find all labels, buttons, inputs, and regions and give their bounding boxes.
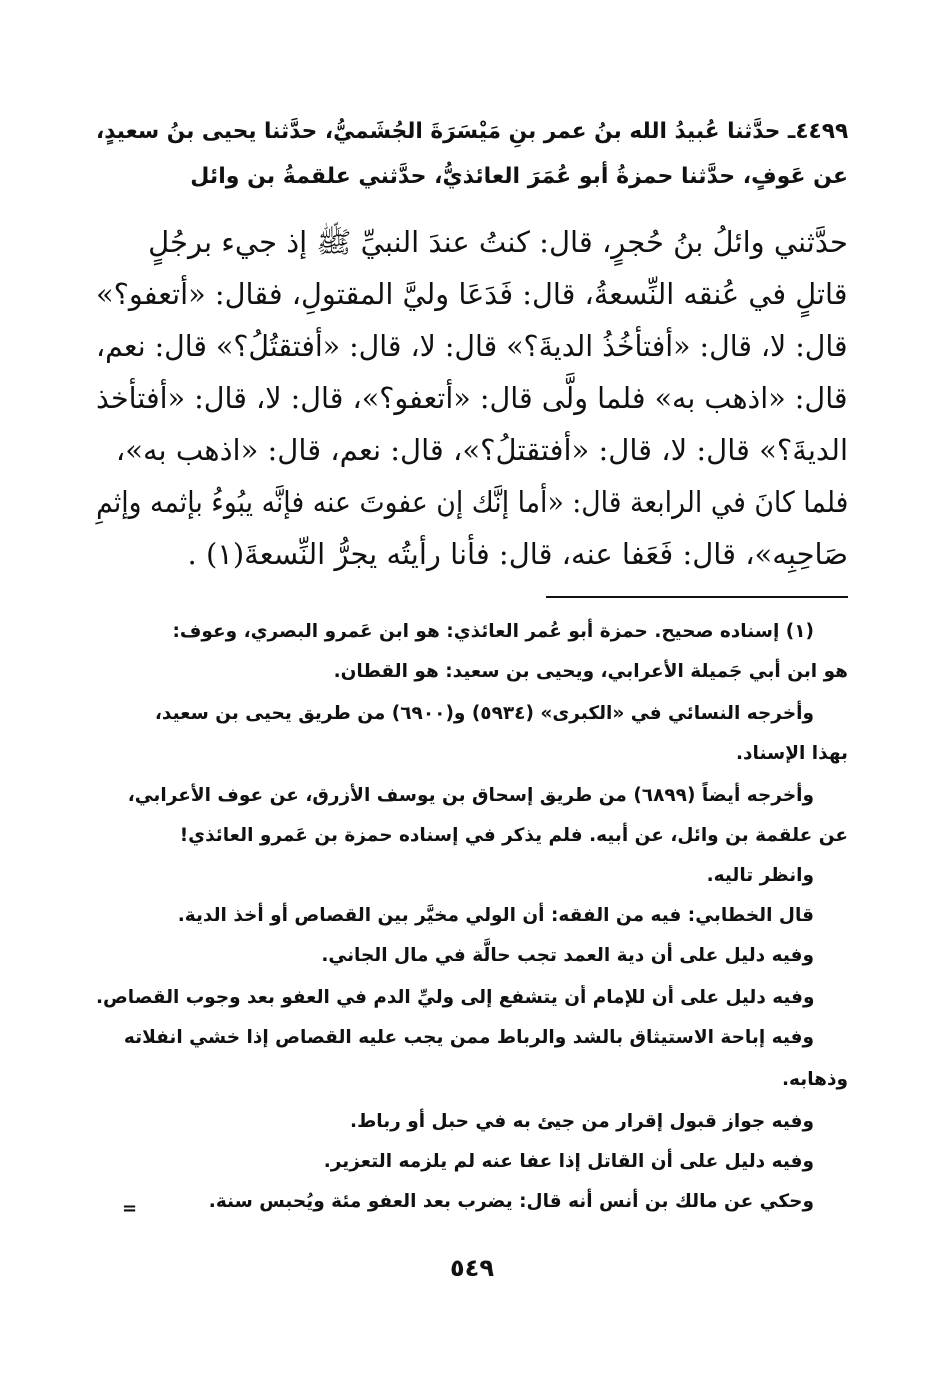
footnote-line: (١) إسناده صحيح. حمزة أبو عُمر العائذي: هو ابن عَمرو البصري، وعوف: bbox=[172, 621, 814, 642]
footnote-line: وذهابه. bbox=[782, 1069, 848, 1090]
footnote-line: بهذا الإسناد. bbox=[736, 743, 848, 764]
footnote-line: وأخرجه أيضاً (٦٨٩٩) من طريق إسحاق بن يوسف الأزرق، عن عوف الأعرابي، bbox=[127, 785, 814, 806]
matn-line: الديةَ؟» قال: لا، قال: «أفتقتلُ؟»، قال: نعم، قال: «اذهب به»، bbox=[115, 433, 848, 467]
footnote-line: وفيه دليل على أن القاتل إذا عفا عنه لم يلزمه التعزير. bbox=[323, 1151, 814, 1172]
matn-line: حدَّثني وائلُ بنُ حُجرٍ، قال: كنتُ عندَ النبيِّ ﷺ إذ جيء برجُلٍ bbox=[148, 225, 848, 259]
footnote-line: وأخرجه النسائي في «الكبرى» (٥٩٣٤) و(٦٩٠٠) من طريق يحيى بن سعيد، bbox=[154, 703, 814, 724]
matn-line: قال: «اذهب به» فلما ولَّى قال: «أتعفو؟»، قال: لا، قال: «أفتأخذ bbox=[96, 381, 848, 415]
isnad-line: عن عَوفٍ، حدَّثنا حمزةُ أبو عُمَرَ العائذيُّ، حدَّثني علقمةُ بن وائل bbox=[190, 164, 848, 189]
footnote-line: وانظر تاليه. bbox=[706, 865, 814, 886]
page-number: ٥٤٩ bbox=[450, 1254, 494, 1282]
matn-line: قاتلٍ في عُنقه النِّسعةُ، قال: فَدَعَا وليَّ المقتولِ، فقال: «أتعفو؟» bbox=[96, 277, 848, 311]
footnote-line: قال الخطابي: فيه من الفقه: أن الولي مخيَّر بين القصاص أو أخذ الدية. bbox=[177, 905, 814, 926]
footnote-separator bbox=[546, 596, 848, 598]
footnote-line: وفيه دليل على أن للإمام أن يتشفع إلى وليِّ الدم في العفو بعد وجوب القصاص. bbox=[95, 987, 814, 1008]
continuation-mark: = bbox=[122, 1198, 138, 1219]
isnad-line: ٤٤٩٩ـ حدَّثنا عُبيدُ الله بنُ عمر بنِ مَيْسَرَةَ الجُشَميُّ، حدَّثنا يحيى بنُ سعيدٍ، bbox=[95, 119, 848, 144]
matn-line: فلما كانَ في الرابعة قال: «أما إنَّك إن عفوتَ عنه فإنَّه يبُوءُ بإثمه وإثمِ bbox=[95, 485, 848, 519]
matn-line: صَاحِبِه»، قال: فَعَفا عنه، قال: فأنا رأيتُه يجرُّ النِّسعةَ(١) . bbox=[187, 537, 848, 571]
footnote-line: وفيه جواز قبول إقرار من جيئ به في حبل أو رباط. bbox=[350, 1111, 814, 1132]
footnote-line: وحكي عن مالك بن أنس أنه قال: يضرب بعد العفو مئة ويُحبس سنة. bbox=[208, 1191, 814, 1212]
footnote-line: وفيه إباحة الاستيثاق بالشد والرباط ممن يجب عليه القصاص إذا خشي انفلاته bbox=[123, 1027, 814, 1048]
matn-line: قال: لا، قال: «أفتأخُذُ الديةَ؟» قال: لا، قال: «أفتقتُلُ؟» قال: نعم، bbox=[96, 329, 848, 363]
footnote-line: عن علقمة بن وائل، عن أبيه. فلم يذكر في إسناده حمزة بن عَمرو العائذي! bbox=[179, 825, 848, 846]
footnote-line: هو ابن أبي جَميلة الأعرابي، ويحيى بن سعيد: هو القطان. bbox=[333, 661, 848, 682]
footnote-line: وفيه دليل على أن دية العمد تجب حالَّة في مال الجاني. bbox=[321, 945, 814, 966]
